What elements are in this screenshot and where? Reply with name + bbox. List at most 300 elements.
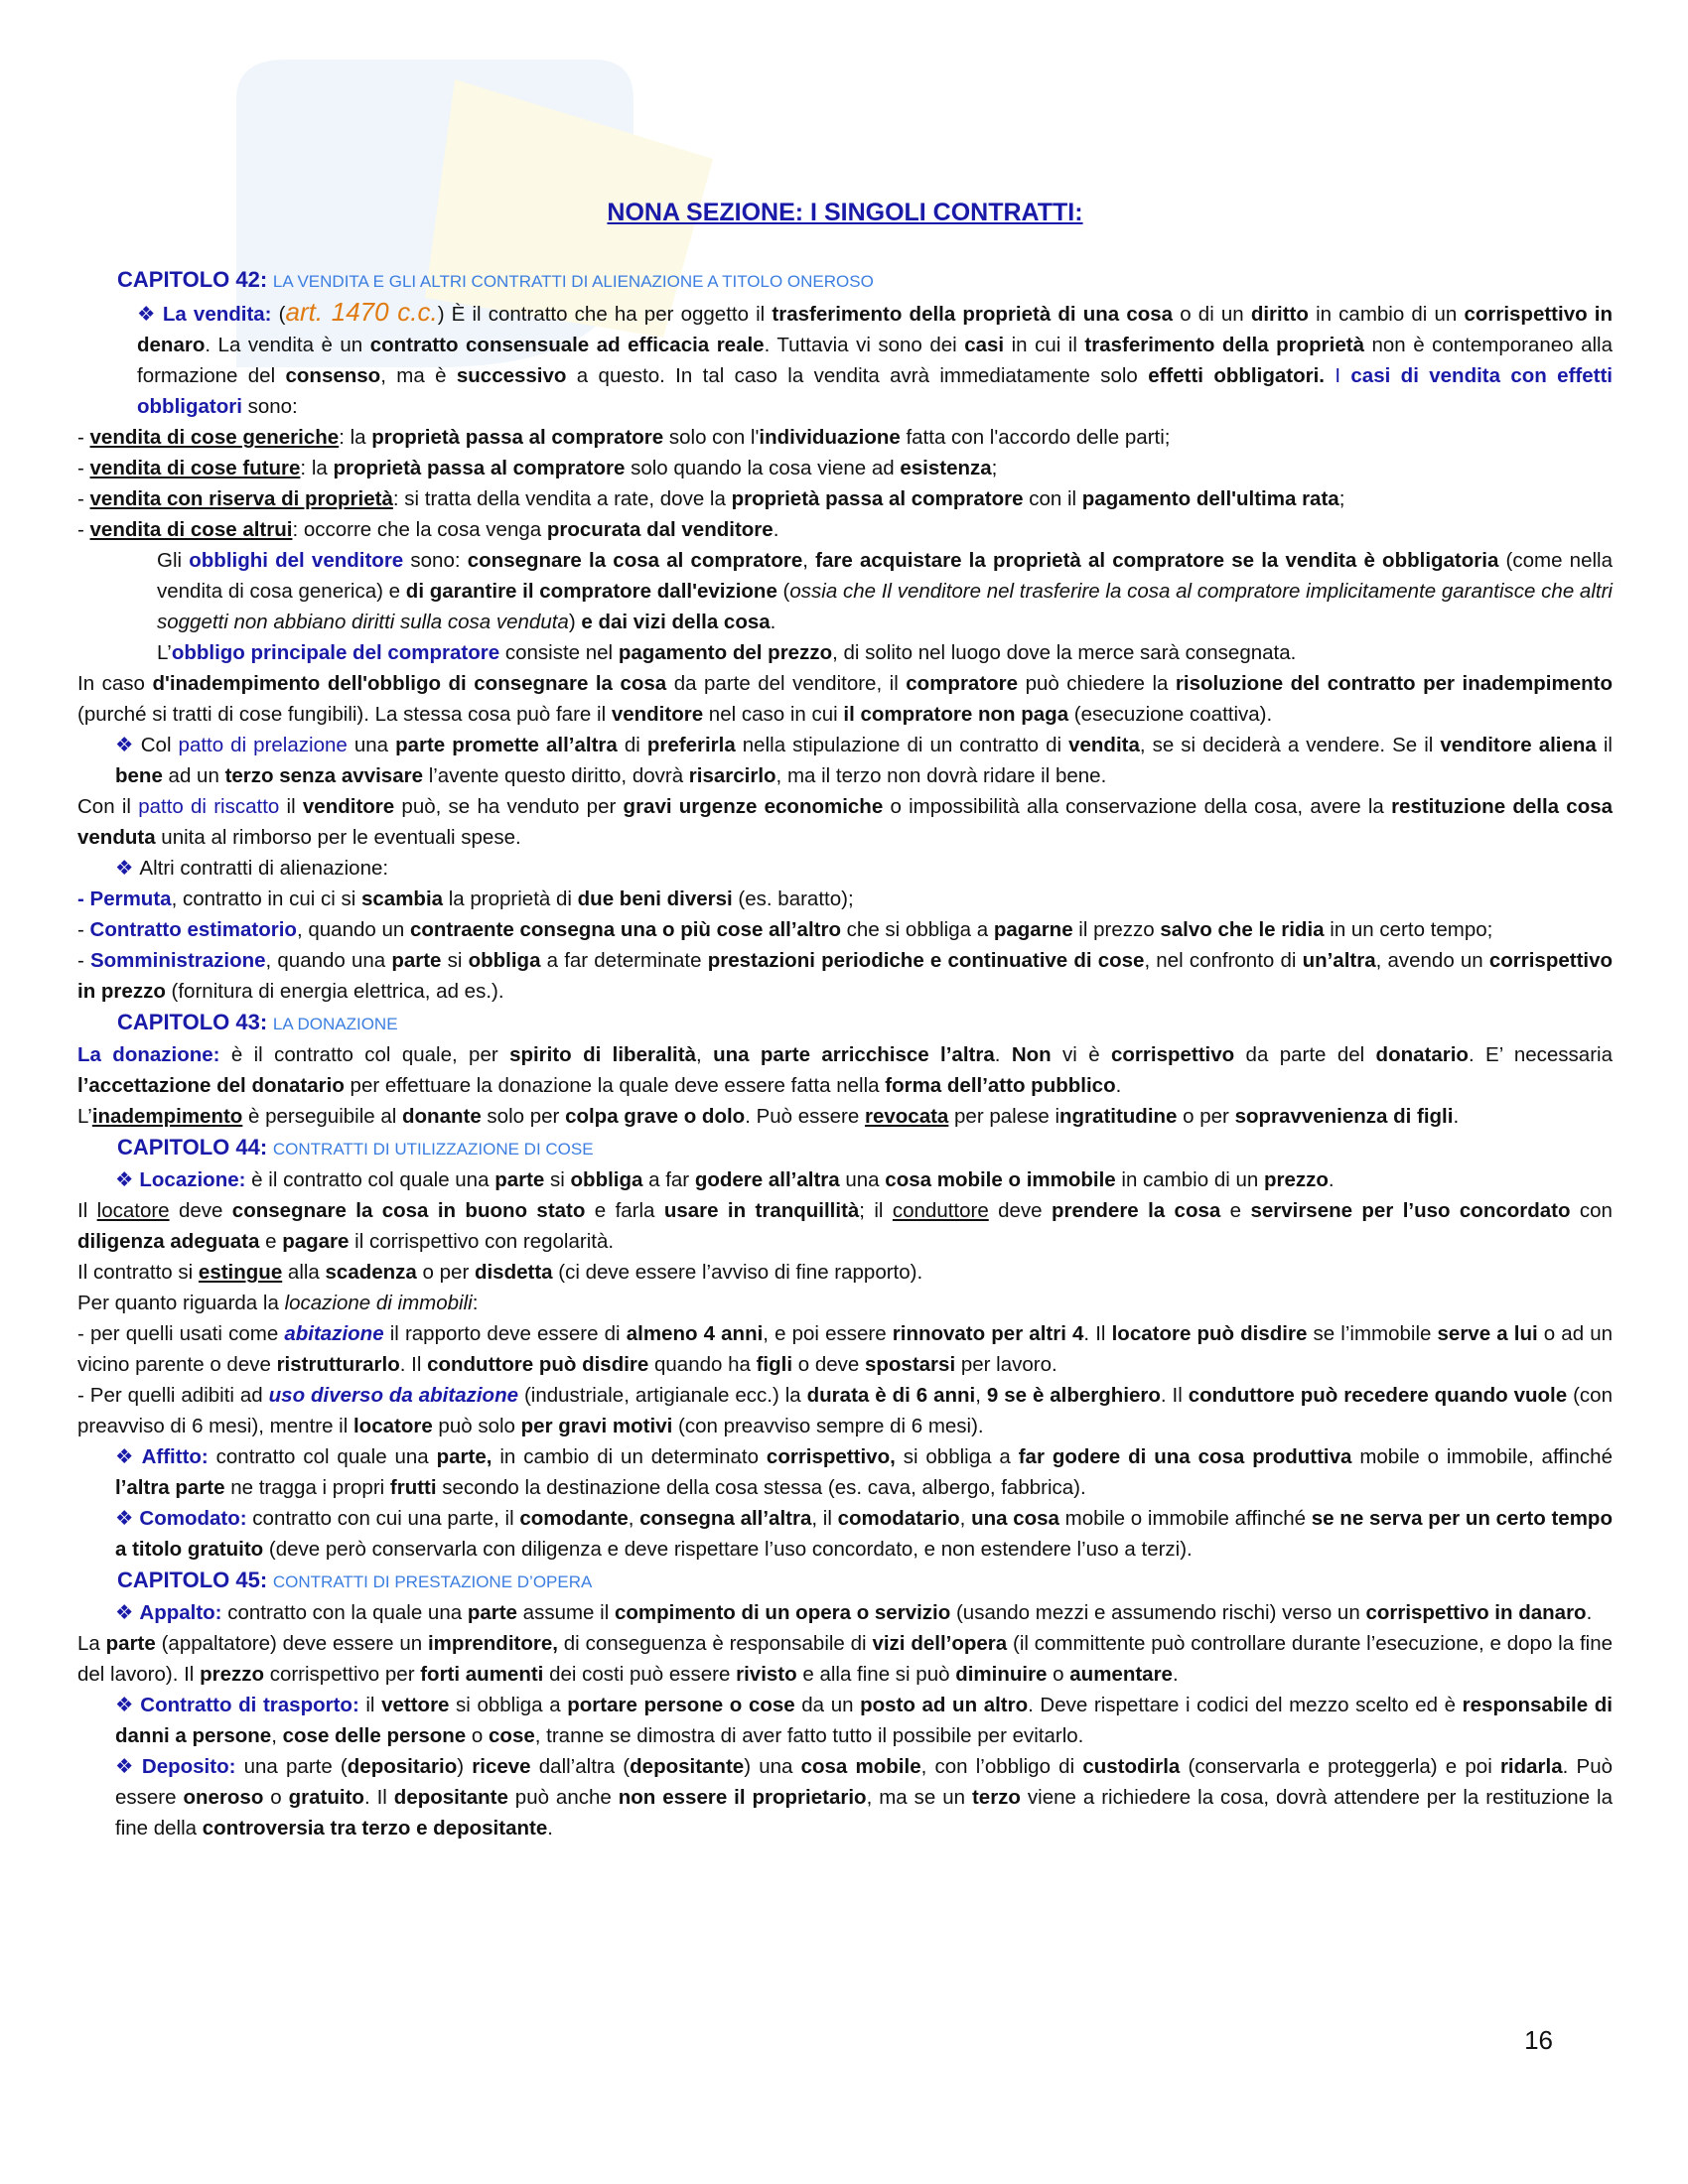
text-run: una [839, 1168, 886, 1191]
text-run: di [617, 734, 647, 756]
text-run: in cambio di un [1308, 303, 1465, 326]
list-item [77, 914, 1613, 945]
text-run: si obbliga a [449, 1694, 568, 1716]
text-run: ) È il contratto che ha per oggetto il [437, 303, 773, 326]
text-run: rinnovato per altri 4 [892, 1322, 1084, 1345]
text-run: , ma se un [866, 1786, 972, 1809]
text-run: o per [416, 1261, 475, 1284]
text-run: La [77, 1632, 106, 1655]
text-run: trasferimento della proprietà [1084, 334, 1364, 356]
text-run: ne tragga i propri [224, 1476, 390, 1499]
text-run: cose delle persone [282, 1724, 467, 1747]
text-run: pagamento dell'ultima rata [1081, 487, 1339, 510]
text-run: . La vendita è un [205, 334, 370, 356]
text-run: durata è di 6 anni [806, 1384, 976, 1407]
text-run: può chiedere la [1018, 672, 1176, 695]
text-run: proprietà passa al compratore [333, 457, 626, 479]
text-run: contratto con cui una parte, il [246, 1507, 520, 1530]
text-run: compratore [906, 672, 1019, 695]
text-run: posto ad un altro [860, 1694, 1029, 1716]
text-run: , avendo un [1375, 949, 1489, 972]
text-run: il corrispettivo con regolarità. [349, 1230, 615, 1253]
text-run: risarcirlo [688, 764, 776, 787]
paragraph [77, 1288, 1613, 1318]
text-run: l’avente questo diritto, dovrà [423, 764, 689, 787]
text-run: , [271, 1724, 283, 1747]
text-run: è perseguibile al [242, 1105, 403, 1128]
list-item [77, 483, 1613, 514]
text-run: e alla fine si può [796, 1663, 956, 1686]
paragraph [77, 1101, 1613, 1132]
text-run: bene [115, 764, 163, 787]
text-run: uso diverso da abitazione [268, 1384, 518, 1407]
text-run: - per quelli usati come [77, 1322, 285, 1345]
text-run: terzo [971, 1786, 1021, 1809]
text-run: pagamento del prezzo [618, 641, 833, 664]
text-run: trasferimento della proprietà di una cosa [772, 303, 1174, 326]
text-run: una cosa [971, 1507, 1059, 1530]
text-run: : la [339, 426, 372, 449]
text-run: fare acquistare la proprietà al compratore se la vendita è obbligatoria [815, 549, 1499, 572]
text-run: vendita di cose generiche [89, 426, 340, 449]
text-run: - [77, 918, 90, 941]
text-run: fatta con l'accordo delle parti; [900, 426, 1171, 449]
text-run: nel caso in cui [703, 703, 844, 726]
text-run: in cambio di un determinato [492, 1445, 767, 1468]
text-run: . [770, 611, 776, 633]
text-run: dall’altra ( [530, 1755, 631, 1778]
text-run: (come nella vendita di cosa generica) e [157, 549, 1613, 603]
text-run [1325, 364, 1335, 387]
chapter-heading-43: CAPITOLO 43: LA DONAZIONE [117, 1010, 398, 1034]
text-run: locatore [96, 1199, 170, 1222]
text-run: locazione di immobili [284, 1292, 473, 1314]
bullet-diamond-icon: ❖ [115, 1445, 136, 1468]
bullet-diamond-icon: ❖ [115, 734, 135, 756]
text-run: I [1335, 364, 1351, 387]
text-run: Affitto: [141, 1445, 209, 1468]
text-run: per palese i [948, 1105, 1060, 1128]
text-run: comodatario [837, 1507, 960, 1530]
text-run: cosa mobile o immobile [885, 1168, 1116, 1191]
text-run: venditore [302, 795, 395, 818]
paragraph [77, 791, 1613, 853]
text-run: - [77, 518, 90, 541]
text-run: può solo [432, 1415, 521, 1437]
text-run: , [695, 1043, 714, 1066]
text-run: - [77, 949, 90, 972]
text-run: portare persone o cose [567, 1694, 795, 1716]
text-run: e farla [585, 1199, 664, 1222]
text-run: gratuito [288, 1786, 364, 1809]
text-run: corrispettivo in denaro [137, 303, 1613, 356]
text-run: Altri contratti di alienazione: [139, 857, 389, 880]
document-body [77, 264, 1613, 1843]
text-run: o per [1177, 1105, 1235, 1128]
text-run: o [466, 1724, 490, 1747]
text-run: rivisto [736, 1663, 797, 1686]
text-run: si [544, 1168, 571, 1191]
text-run: disdetta [474, 1261, 553, 1284]
text-run: Appalto: [139, 1601, 222, 1624]
text-run: ( [271, 303, 286, 326]
list-item [77, 1380, 1613, 1441]
text-run: servirsene per l’uso concordato [1250, 1199, 1571, 1222]
text-run: ngratitudine [1059, 1105, 1178, 1128]
text-run: estingue [198, 1261, 283, 1284]
text-run: con [1570, 1199, 1613, 1222]
list-item [77, 1318, 1613, 1380]
text-run: - [77, 426, 90, 449]
text-run: venditore aliena [1440, 734, 1597, 756]
text-run: : occorre che la cosa venga [292, 518, 547, 541]
text-run: controversia tra terzo e depositante [202, 1817, 548, 1840]
text-run: colpa grave o dolo [565, 1105, 746, 1128]
chapter-heading-44: CAPITOLO 44: CONTRATTI DI UTILIZZAZIONE DI COSE [117, 1135, 594, 1160]
text-run: - [77, 457, 90, 479]
text-run: , contratto in cui ci si [171, 887, 361, 910]
text-run: (conservarla e proteggerla) e poi [1180, 1755, 1500, 1778]
text-run: parte [105, 1632, 156, 1655]
text-run: in un certo tempo; [1324, 918, 1493, 941]
text-run: , [975, 1384, 987, 1407]
text-run: Gli [157, 549, 190, 572]
paragraph [77, 1257, 1613, 1288]
text-run: se ne serva per un certo tempo a titolo gratuito [115, 1507, 1613, 1561]
text-run: dei costi può essere [543, 1663, 737, 1686]
text-run: godere all’altra [694, 1168, 840, 1191]
text-run: terzo senza avvisare [224, 764, 423, 787]
text-run: spostarsi [864, 1353, 956, 1376]
text-run: e [1220, 1199, 1251, 1222]
text-run: (esecuzione coattiva). [1068, 703, 1273, 726]
text-run: far godere di una cosa produttiva [1018, 1445, 1352, 1468]
bullet-diamond-icon: ❖ [115, 857, 134, 880]
text-run: corrispettivo, [766, 1445, 896, 1468]
text-run: La vendita: [162, 303, 272, 326]
text-run: d'inadempimento dell'obbligo di consegnare la cosa [152, 672, 667, 695]
list-item [77, 453, 1613, 483]
text-run: (fornitura di energia elettrica, ad es.). [165, 980, 504, 1003]
text-run: imprenditore, [427, 1632, 558, 1655]
text-run: ) una [744, 1755, 801, 1778]
text-run: (appaltatore) deve essere un [155, 1632, 428, 1655]
text-run: restituzione della cosa venduta [77, 795, 1614, 849]
bullet-diamond-icon: ❖ [115, 1601, 134, 1624]
text-run: è il contratto col quale, per [219, 1043, 510, 1066]
text-run: e [259, 1230, 283, 1253]
text-run: comodante [519, 1507, 629, 1530]
text-run: prendere la cosa [1051, 1199, 1221, 1222]
text-run: : la [300, 457, 334, 479]
text-run: 9 se è alberghiero [986, 1384, 1161, 1407]
text-run: prezzo [200, 1663, 264, 1686]
text-run: casi [964, 334, 1005, 356]
text-run: : [472, 1292, 479, 1314]
text-run: consiste nel [499, 641, 619, 664]
text-run: una [347, 734, 396, 756]
text-run: . Il [399, 1353, 428, 1376]
text-run: di garantire il compratore dall'evizione [405, 580, 777, 603]
text-run: patto di riscatto [138, 795, 280, 818]
text-run: parte promette all’altra [395, 734, 618, 756]
text-run: La donazione: [77, 1043, 220, 1066]
text-run: usare in tranquillità [663, 1199, 860, 1222]
text-run: viene a richiedere la cosa, dovrà attendere per la restituzione la fine della [115, 1786, 1613, 1840]
text-run: . Il [1160, 1384, 1189, 1407]
text-run: l’accettazione del donatario [77, 1074, 345, 1097]
text-run: una parte arricchisce l’altra [713, 1043, 995, 1066]
paragraph [77, 297, 1613, 422]
text-run: . [773, 518, 779, 541]
text-run: consegna all’altra [639, 1507, 812, 1530]
text-run: di conseguenza è responsabile di [557, 1632, 873, 1655]
paragraph [77, 1597, 1613, 1628]
text-run: il rapporto deve essere di [383, 1322, 627, 1345]
text-run: si obbliga a [895, 1445, 1019, 1468]
text-run: Con il [77, 795, 139, 818]
text-run: , [959, 1507, 972, 1530]
list-item [77, 422, 1613, 453]
text-run: - Permuta [77, 887, 172, 910]
text-run: pagarne [993, 918, 1073, 941]
text-run: ossia che Il venditore nel trasferire la cosa al compratore implicitamente garantisce che altri soggetti non abbiano diritti sulla cosa venduta [157, 580, 1613, 633]
text-run: sono: [403, 549, 468, 572]
text-run: ridarla [1499, 1755, 1563, 1778]
text-run: solo per [481, 1105, 566, 1128]
text-run: il [358, 1694, 382, 1716]
text-run: da un [794, 1694, 861, 1716]
text-run: Deposito: [141, 1755, 236, 1778]
text-run: solo con l' [663, 426, 760, 449]
text-run: in cui il [1004, 334, 1085, 356]
text-run: , tranne se dimostra di aver fatto tutto il possibile per evitarlo. [534, 1724, 1084, 1747]
text-run: preferirla [646, 734, 736, 756]
text-run: parte [467, 1601, 517, 1624]
text-run: salvo che le ridia [1160, 918, 1325, 941]
text-run: parte, [436, 1445, 492, 1468]
paragraph [77, 637, 1613, 668]
text-run: ad un [162, 764, 225, 787]
text-run: patto di prelazione [178, 734, 348, 756]
text-run: oneroso [183, 1786, 264, 1809]
paragraph [77, 1164, 1613, 1195]
text-run: , quando un [296, 918, 410, 941]
text-run: . [1586, 1601, 1593, 1624]
text-run: contratto consensuale ad efficacia reale [369, 334, 765, 356]
list-item [77, 514, 1613, 545]
text-run: risoluzione del contratto per inadempimento [1175, 672, 1613, 695]
text-run: . [1172, 1663, 1179, 1686]
text-run: obbliga [468, 949, 541, 972]
text-run: prezzo [1263, 1168, 1329, 1191]
document-page [77, 0, 1613, 2184]
text-run: Locazione: [139, 1168, 246, 1191]
text-run: ; [1338, 487, 1345, 510]
text-run: forti aumenti [420, 1663, 544, 1686]
text-run: o di un [1173, 303, 1251, 326]
text-run: almeno 4 anni [626, 1322, 764, 1345]
text-run: Per quanto riguarda la [77, 1292, 285, 1314]
text-run: una parte ( [235, 1755, 348, 1778]
text-run: obbligo principale del compratore [171, 641, 500, 664]
page-number: 16 [1524, 2025, 1553, 2055]
text-run: diritto [1250, 303, 1309, 326]
paragraph [77, 1628, 1613, 1690]
text-run: forma dell’atto pubblico [885, 1074, 1116, 1097]
text-run: nella stipulazione di un contratto di [735, 734, 1069, 756]
text-run: pagare [282, 1230, 350, 1253]
text-run: corrispettivo in prezzo [77, 949, 1614, 1003]
text-run: deve [988, 1199, 1052, 1222]
text-run: vendita con riserva di proprietà [89, 487, 393, 510]
text-run: art. 1470 c.c. [285, 297, 438, 327]
text-run: compimento di un opera o servizio [614, 1601, 951, 1624]
text-run: obbliga [570, 1168, 643, 1191]
text-run: figli [756, 1353, 793, 1376]
paragraph [77, 853, 1613, 884]
text-run: In caso [77, 672, 153, 695]
text-run: L’ [77, 1105, 92, 1128]
text-run: conduttore [892, 1199, 989, 1222]
text-run: proprietà passa al compratore [731, 487, 1024, 510]
text-run: che si obbliga a [840, 918, 994, 941]
text-run: unita al rimborso per le eventuali spese. [155, 826, 521, 849]
text-run: o deve [792, 1353, 865, 1376]
text-run: - [77, 487, 90, 510]
text-run: , se si deciderà a vendere. Se il [1139, 734, 1441, 756]
text-run: (purché si tratti di cose fungibili). La stessa cosa può fare il [77, 703, 612, 726]
text-run: vizi dell’opera [872, 1632, 1008, 1655]
text-run: consenso [285, 364, 381, 387]
text-run: da parte del [1234, 1043, 1376, 1066]
bullet-diamond-icon: ❖ [137, 303, 157, 326]
paragraph [77, 545, 1613, 637]
text-run: alla [282, 1261, 326, 1284]
text-run: corrispettivo per [264, 1663, 421, 1686]
text-run: ) [457, 1755, 473, 1778]
text-run: casi di vendita con effetti obbligatori [137, 364, 1613, 418]
text-run: vendita di cose future [89, 457, 301, 479]
text-run: sopravvenienza di figli [1234, 1105, 1454, 1128]
text-run: Il contratto si [77, 1261, 199, 1284]
text-run: effetti obbligatori. [1148, 364, 1325, 387]
paragraph [77, 668, 1613, 730]
text-run: , nel confronto di [1144, 949, 1303, 972]
text-run: cosa mobile [800, 1755, 921, 1778]
text-run: (con preavviso di 6 mesi), mentre il [77, 1384, 1613, 1437]
text-run: - Per quelli adibiti ad [77, 1384, 269, 1407]
text-run: vettore [381, 1694, 450, 1716]
text-run: il [279, 795, 303, 818]
text-run: individuazione [759, 426, 901, 449]
text-run: parte [391, 949, 442, 972]
text-run: , [802, 549, 816, 572]
text-run: e dai vizi della cosa [581, 611, 771, 633]
text-run: revocata [864, 1105, 949, 1128]
text-run: . [1115, 1074, 1122, 1097]
text-run: o [1047, 1663, 1070, 1686]
text-run: . [994, 1043, 1012, 1066]
text-run: successivo [456, 364, 567, 387]
chapter-heading-42: CAPITOLO 42: LA VENDITA E GLI ALTRI CONTRATTI DI ALIENAZIONE A TITOLO ONEROSO [117, 267, 874, 292]
text-run: : si tratta della vendita a rate, dove la [392, 487, 732, 510]
text-run: contratto col quale una [208, 1445, 437, 1468]
text-run: depositario [347, 1755, 458, 1778]
text-run: la proprietà di [443, 887, 578, 910]
text-run: locatore può disdire [1111, 1322, 1308, 1345]
text-run: serve a lui [1437, 1322, 1538, 1345]
text-run: con il [1023, 487, 1082, 510]
bullet-diamond-icon: ❖ [115, 1755, 136, 1778]
text-run: frutti [389, 1476, 437, 1499]
text-run: Non [1011, 1043, 1052, 1066]
text-run: Col [140, 734, 179, 756]
text-run: , il [811, 1507, 838, 1530]
text-run: corrispettivo in danaro [1365, 1601, 1587, 1624]
text-run: parte [494, 1168, 545, 1191]
text-run: si [441, 949, 469, 972]
text-run: per effettuare la donazione la quale deve essere fatta nella [344, 1074, 886, 1097]
text-run: Contratto di trasporto: [140, 1694, 359, 1716]
text-run: non essere il proprietario [618, 1786, 867, 1809]
text-run: due beni diversi [577, 887, 733, 910]
text-run: in cambio di un [1115, 1168, 1264, 1191]
text-run: scambia [360, 887, 444, 910]
text-run: consegnare la cosa al compratore [467, 549, 803, 572]
text-run: il compratore non paga [843, 703, 1069, 726]
text-run: . Tuttavia vi sono dei [764, 334, 965, 356]
text-run: proprietà passa al compratore [371, 426, 664, 449]
text-run: esistenza [900, 457, 992, 479]
text-run: donatario [1375, 1043, 1469, 1066]
text-run: , ma è [380, 364, 457, 387]
text-run: Somministrazione [89, 949, 266, 972]
text-run: , con l’obbligo di [920, 1755, 1083, 1778]
text-run: inadempimento [91, 1105, 243, 1128]
text-run: procurata dal venditore [546, 518, 774, 541]
text-run: ) [568, 611, 582, 633]
text-run: contraente consegna una o più cose all’altro [409, 918, 841, 941]
text-run: depositante [630, 1755, 745, 1778]
text-run: consegnare la cosa in buono stato [231, 1199, 586, 1222]
text-run: secondo la destinazione della cosa stessa (es. cava, albergo, fabbrica). [436, 1476, 1086, 1499]
text-run: è il contratto col quale una [245, 1168, 495, 1191]
text-run: (es. baratto); [732, 887, 854, 910]
text-run: . Il [1083, 1322, 1112, 1345]
text-run: vendita di cose altrui [89, 518, 293, 541]
text-run: vendita [1068, 734, 1140, 756]
text-run: ; il [859, 1199, 893, 1222]
text-run: conduttore può disdire [427, 1353, 649, 1376]
paragraph [77, 730, 1613, 791]
text-run: cose [489, 1724, 535, 1747]
page-title: NONA SEZIONE: I SINGOLI CONTRATTI: [607, 199, 1083, 226]
text-run: l’altra parte [115, 1476, 225, 1499]
text-run: assume il [516, 1601, 615, 1624]
text-run: mobile o immobile, affinché [1351, 1445, 1613, 1468]
text-run: , quando una [265, 949, 392, 972]
text-run: Il [77, 1199, 97, 1222]
text-run: diminuire [955, 1663, 1048, 1686]
text-run: L’ [157, 641, 172, 664]
text-run: abitazione [284, 1322, 384, 1345]
text-run: donante [402, 1105, 482, 1128]
text-run: , e poi essere [763, 1322, 893, 1345]
paragraph [77, 1751, 1613, 1843]
text-run: . Può essere [745, 1105, 865, 1128]
text-run: . Il [363, 1786, 394, 1809]
